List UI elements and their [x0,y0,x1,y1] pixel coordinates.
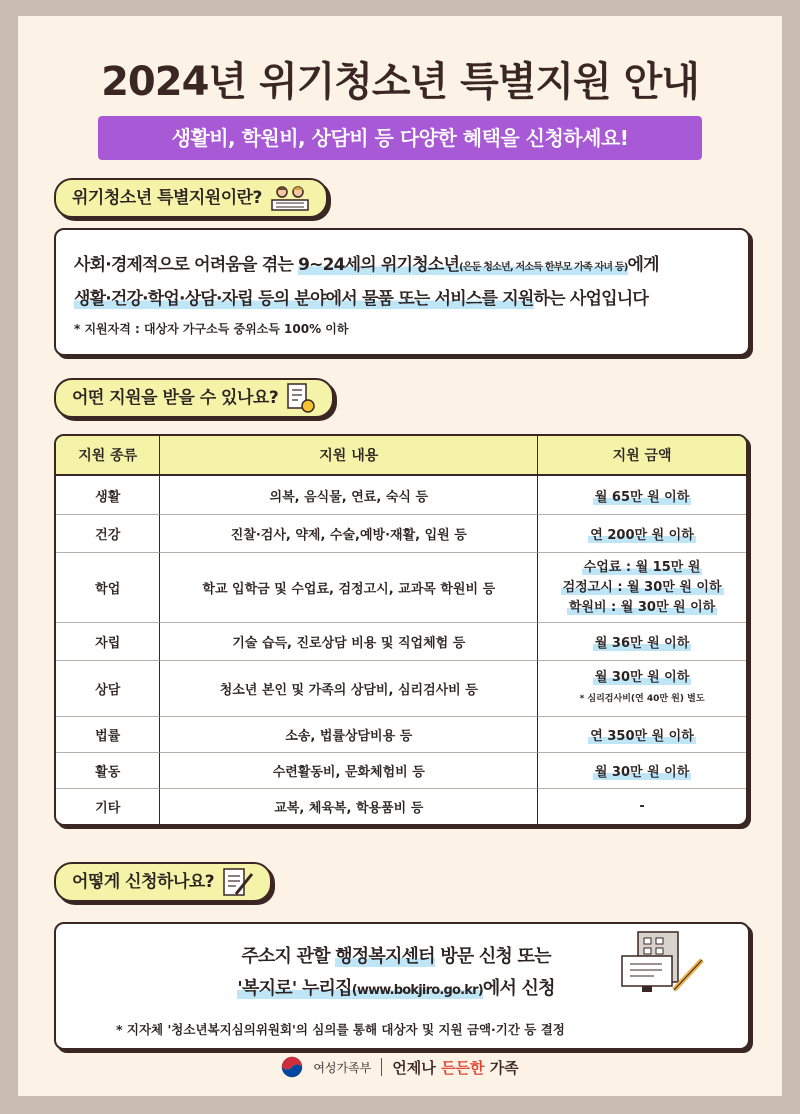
page-title: 2024년 위기청소년 특별지원 안내 [101,59,699,105]
intro-line-1 [74,250,659,275]
apply-text-end-2: 에서 신청 [482,978,555,999]
section-heading-what [54,178,328,218]
apply-note: * 지자체 '청소년복지심의위원회'의 심의를 통해 대상자 및 지원 금액·기간 등 결정 [116,1022,565,1037]
row-amount [537,716,746,752]
apply-text: 주소지 관할 [241,946,336,967]
poster [18,16,782,1096]
row-type: 학업 [56,552,159,622]
row-amount [537,552,746,622]
intro-highlight-age: 9~24세의 위기청소년 [298,255,460,275]
row-type: 자립 [56,622,159,660]
amount-value: 학원비 : 월 30만 원 이하 [568,599,716,615]
row-content: 의복, 음식물, 연료, 숙식 등 [159,476,537,514]
amount-note: * 심리검사비(연 40만 원) 별도 [579,694,705,704]
intro-text: 사회·경제적으로 어려움을 겪는 [74,255,299,275]
bokjiro-url: (www.bokjiro.go.kr) [351,983,483,998]
intro-text-end: 에게 [627,255,659,275]
eligibility-note: * 지원자격 : 대상자 가구소득 중위소득 100% 이하 [74,322,349,336]
row-content: 수련활동비, 문화체험비 등 [159,752,537,788]
row-amount [537,622,746,660]
apply-highlight-bokjiro: '복지로' 누리집 [237,978,352,999]
section-heading-support [54,378,334,418]
amount-value: 검정고시 : 월 30만 원 이하 [562,579,722,595]
amount-value: 수업료 : 월 15만 원 [583,559,701,575]
row-content: 교복, 체육복, 학용품비 등 [159,788,537,824]
section-heading-apply [54,862,272,902]
table-row [56,514,746,552]
row-type: 기타 [56,788,159,824]
row-amount [537,752,746,788]
intro-examples: (은둔 청소년, 저소득 한부모 가족 자녀 등) [459,262,628,273]
section-heading-support-label: 어떤 지원을 받을 수 있나요? [72,388,279,408]
apply-line-2 [116,974,676,1000]
column-header-content: 지원 내용 [159,436,537,476]
table-header-row [56,436,746,476]
slogan-highlight: 든든한 [440,1058,485,1077]
amount-value: 월 30만 원 이하 [594,670,690,685]
amount-value: 월 65만 원 이하 [594,489,690,505]
intro-box [54,228,750,356]
youth-people-icon [270,184,310,212]
footer-divider [381,1058,382,1076]
subtitle-banner: 생활비, 학원비, 상담비 등 다양한 혜택을 신청하세요! [98,116,702,160]
document-pen-icon [222,866,254,898]
row-amount [537,476,746,514]
row-type: 건강 [56,514,159,552]
slogan-text: 언제나 [392,1058,441,1077]
table-row [56,552,746,622]
slogan [392,1057,518,1078]
intro-text-end-2: 하는 사업입니다 [533,289,648,309]
section-heading-what-label: 위기청소년 특별지원이란? [72,188,262,208]
table-row [56,752,746,788]
footer [18,1056,782,1078]
government-emblem-icon [281,1056,303,1078]
table-row [56,476,746,514]
apply-box [54,922,750,1050]
row-amount [537,514,746,552]
row-type: 생활 [95,489,121,505]
row-amount: - [537,788,746,824]
checklist-coin-icon [286,382,316,414]
office-computer-icon [618,930,708,996]
table-row [56,622,746,660]
row-content: 기술 습득, 진로상담 비용 및 직업체험 등 [159,622,537,660]
row-type: 법률 [56,716,159,752]
slogan-text-end: 가족 [484,1058,519,1077]
apply-line-1 [116,942,676,968]
row-content: 소송, 법률상담비용 등 [159,716,537,752]
amount-value: 연 350만 원 이하 [590,729,694,744]
apply-text-end: 방문 신청 또는 [434,946,551,967]
column-header-type: 지원 종류 [56,436,159,476]
row-content: 진찰·검사, 약제, 수술,예방·재활, 입원 등 [159,514,537,552]
row-type: 상담 [56,660,159,716]
ministry-name: 여성가족부 [313,1060,372,1075]
row-type: 활동 [56,752,159,788]
table-row [56,788,746,824]
column-header-amount: 지원 금액 [537,436,746,476]
amount-value: 월 36만 원 이하 [594,636,690,651]
amount-value: 연 200만 원 이하 [590,528,694,543]
table-row [56,716,746,752]
section-heading-apply-label: 어떻게 신청하나요? [72,872,215,892]
amount-value: 월 30만 원 이하 [594,765,690,780]
row-amount [537,660,746,716]
intro-line-2 [74,284,648,309]
support-table [54,434,748,826]
table-row [56,660,746,716]
row-content: 학교 입학금 및 수업료, 검정고시, 교과목 학원비 등 [159,552,537,622]
row-content: 청소년 본인 및 가족의 상담비, 심리검사비 등 [159,660,537,716]
apply-highlight-center: 행정복지센터 [335,946,435,967]
intro-highlight-areas: 생활·건강·학업·상담·자립 등의 분야에서 물품 또는 서비스를 지원 [74,289,534,309]
